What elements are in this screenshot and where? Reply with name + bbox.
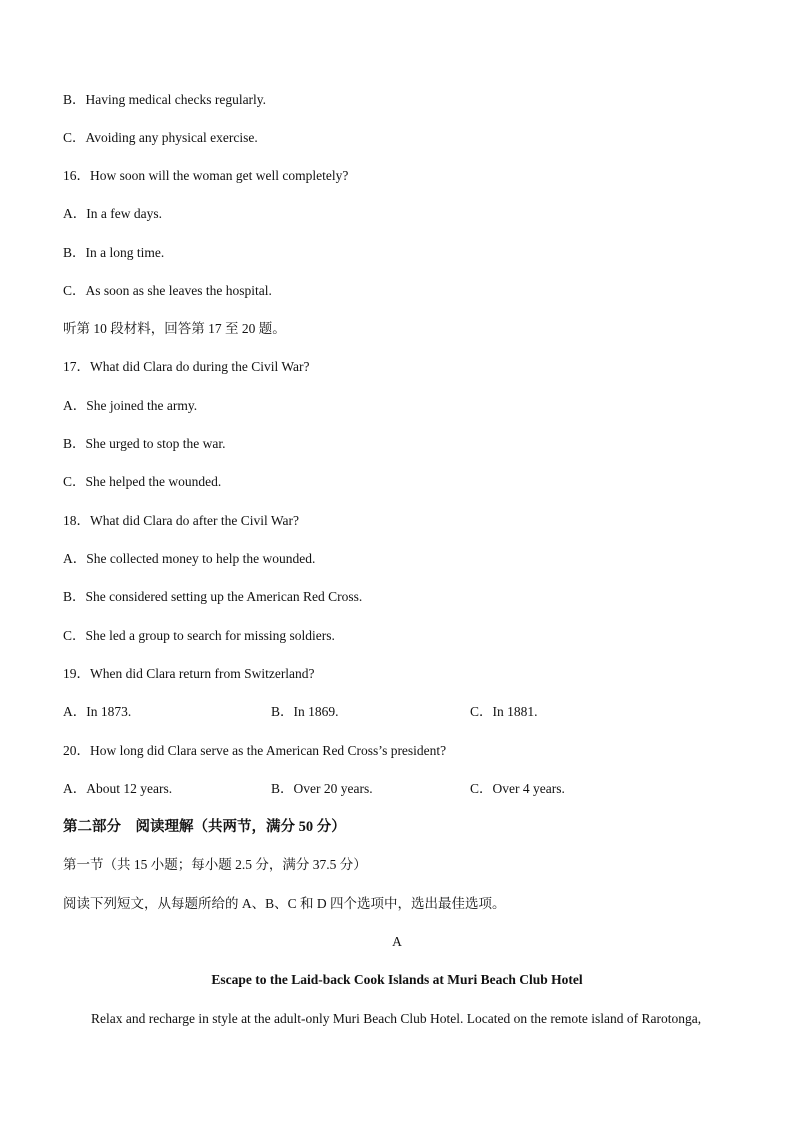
q18-option-c: C．She led a group to search for missing soldiers. bbox=[63, 628, 335, 643]
q20-question: 20．How long did Clara serve as the American Red Cross’s president? bbox=[63, 743, 447, 758]
part2-instruction: 阅读下列短文，从每题所给的 A、B、C 和 D 四个选项中，选出最佳选项。 bbox=[63, 896, 506, 911]
q19-option-b: B．In 1869. bbox=[271, 704, 339, 719]
part2-title: 第二部分 阅读理解（共两节，满分 50 分） bbox=[63, 819, 346, 835]
q16-question: 16．How soon will the woman get well completely? bbox=[63, 168, 349, 183]
q20-options bbox=[63, 780, 663, 798]
q15-option-b: B．Having medical checks regularly. bbox=[63, 92, 267, 107]
q17-question: 17．What did Clara do during the Civil War? bbox=[63, 359, 310, 374]
q17-option-a: A．She joined the army. bbox=[63, 398, 198, 413]
q18-question: 18．What did Clara do after the Civil War? bbox=[63, 513, 299, 528]
passage-title: Escape to the Laid-back Cook Islands at Muri Beach Club Hotel bbox=[211, 972, 583, 987]
q20-option-c: C．Over 4 years. bbox=[470, 781, 565, 796]
passage-first-line: Relax and recharge in style at the adult-only Muri Beach Club Hotel. Located on the remote island of Rarotonga, bbox=[91, 1011, 702, 1026]
q19-option-a: A．In 1873. bbox=[63, 704, 132, 719]
listening-instruction: 听第 10 段材料，回答第 17 至 20 题。 bbox=[63, 321, 286, 336]
q18-option-b: B．She considered setting up the American Red Cross. bbox=[63, 589, 363, 604]
q17-option-c: C．She helped the wounded. bbox=[63, 474, 222, 489]
q20-option-a: A．About 12 years. bbox=[63, 781, 173, 796]
q19-question: 19．When did Clara return from Switzerland? bbox=[63, 666, 315, 681]
q17-option-b: B．She urged to stop the war. bbox=[63, 436, 226, 451]
q18-option-a: A．She collected money to help the wounded. bbox=[63, 551, 316, 566]
q16-option-b: B．In a long time. bbox=[63, 245, 165, 260]
q20-option-b: B．Over 20 years. bbox=[271, 781, 373, 796]
q19-options bbox=[63, 703, 663, 721]
part2-section1: 第一节（共 15 小题；每小题 2.5 分，满分 37.5 分） bbox=[63, 857, 367, 872]
q19-option-c: C．In 1881. bbox=[470, 704, 538, 719]
q16-option-a: A．In a few days. bbox=[63, 206, 162, 221]
passage-label: A bbox=[392, 934, 402, 949]
q16-option-c: C．As soon as she leaves the hospital. bbox=[63, 283, 272, 298]
q15-option-c: C．Avoiding any physical exercise. bbox=[63, 130, 258, 145]
